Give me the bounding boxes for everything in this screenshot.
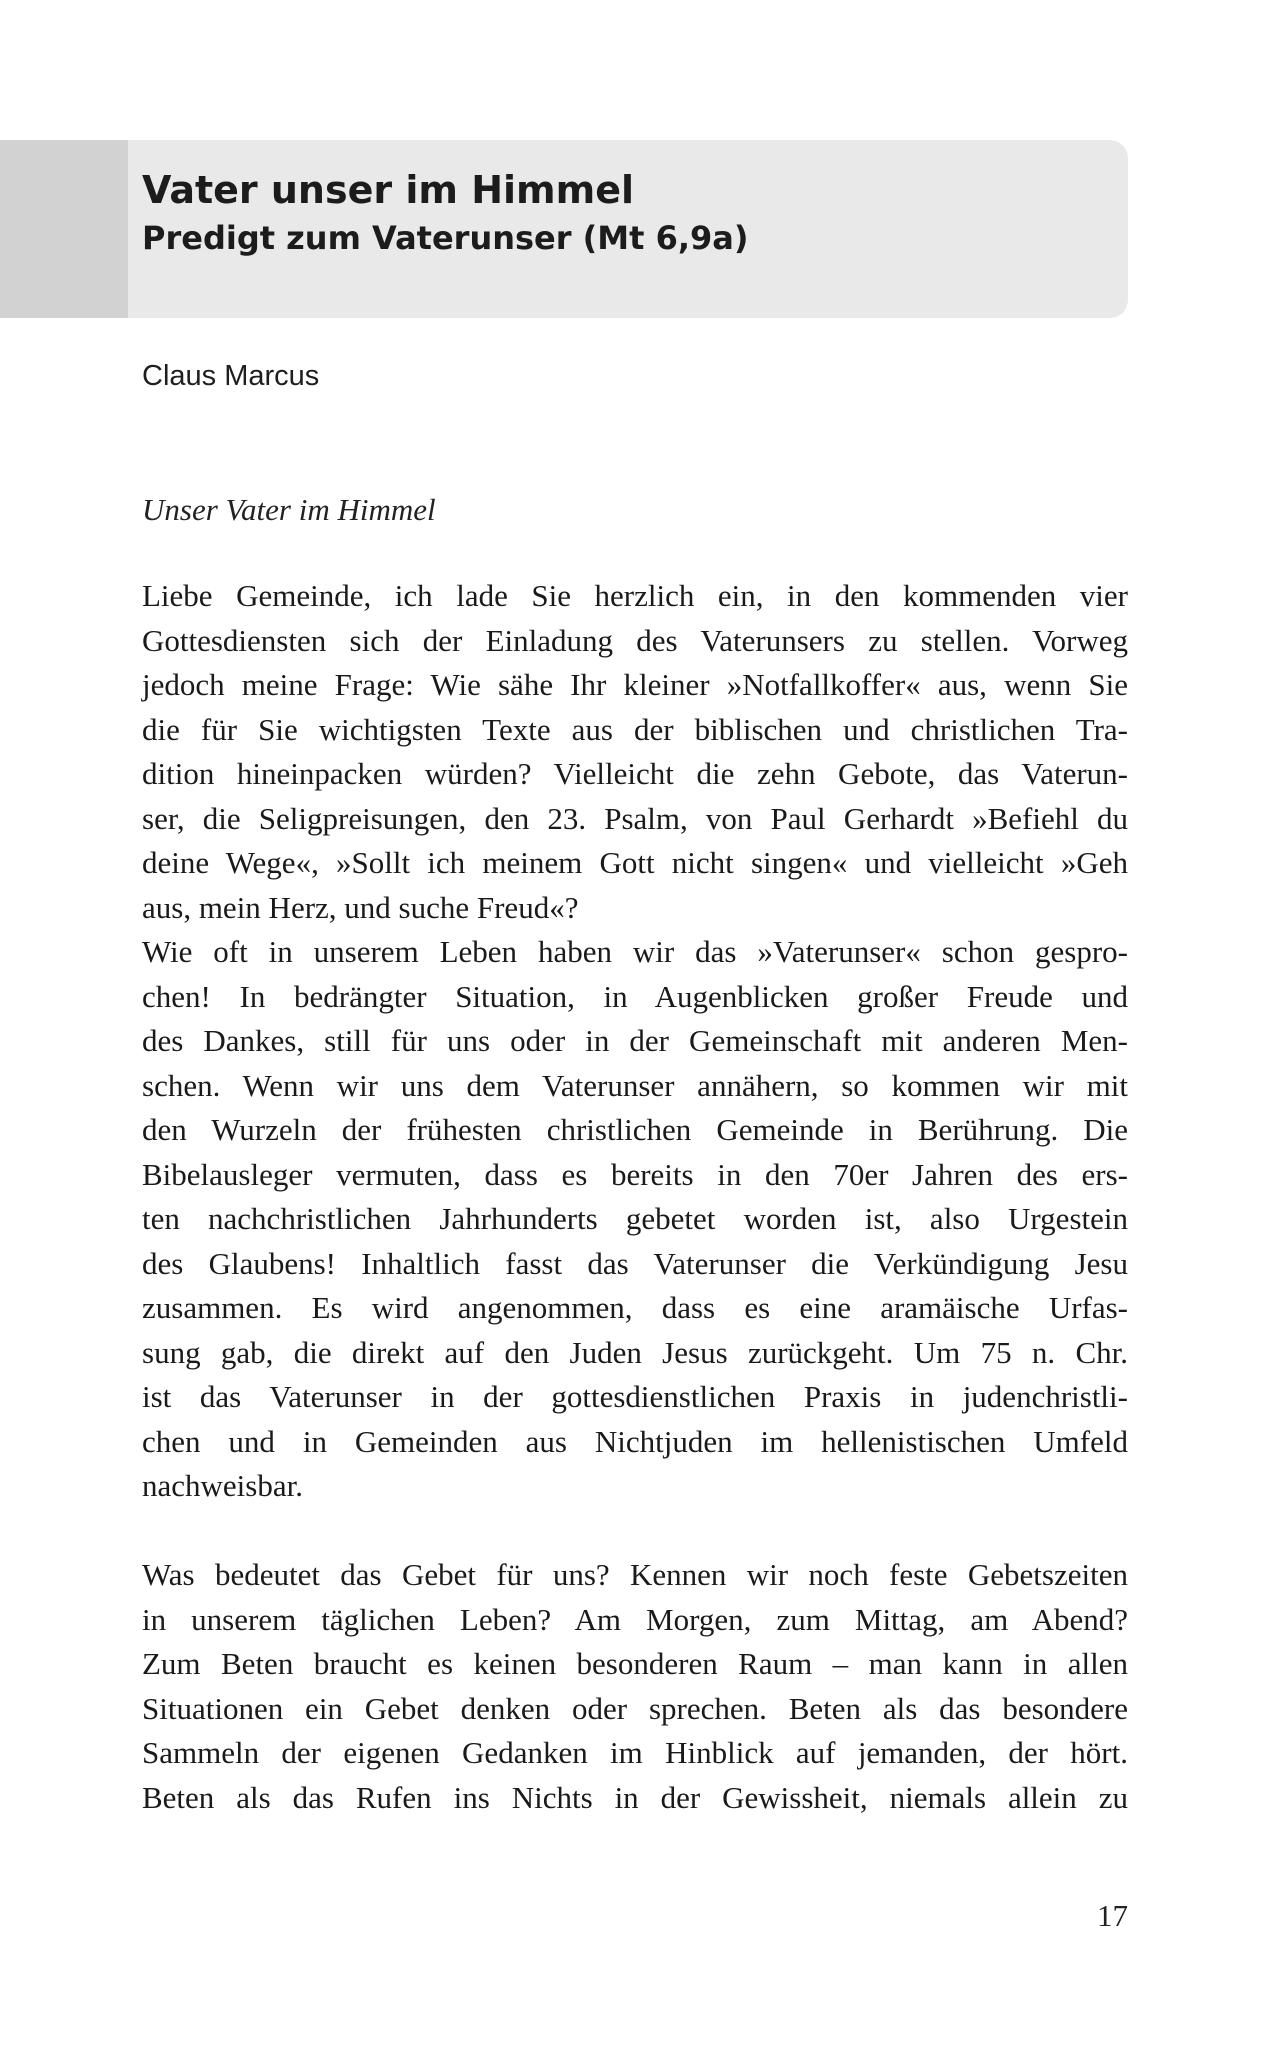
text-line: sung gab, die direkt auf den Juden Jesus zurückgeht. Um 75 n. Chr. bbox=[142, 1334, 1128, 1370]
author-name: Claus Marcus bbox=[142, 360, 320, 392]
text-line: deine Wege«, »Sollt ich meinem Gott nicht singen« und vielleicht »Geh bbox=[142, 845, 1128, 880]
paragraph bbox=[142, 930, 1128, 1509]
text-line: chen und in Gemeinden aus Nichtjuden im hellenistischen Umfeld bbox=[142, 1423, 1128, 1459]
text-line: Liebe Gemeinde, ich lade Sie herzlich ein, in den kommenden vier bbox=[142, 578, 1128, 613]
text-line: ser, die Seligpreisungen, den 23. Psalm, von Paul Gerhardt »Befiehl du bbox=[142, 800, 1128, 836]
text-line: schen. Wenn wir uns dem Vaterunser annähern, so kommen wir mit bbox=[142, 1067, 1128, 1103]
text-line: ten nachchristlichen Jahrhunderts gebetet worden ist, also Urgestein bbox=[142, 1201, 1128, 1236]
text-line: aus, mein Herz, und suche Freud«? bbox=[142, 889, 579, 925]
page-subtitle: Predigt zum Vaterunser (Mt 6,9a) bbox=[142, 219, 749, 257]
text-line: Sammeln der eigenen Gedanken im Hinblick auf jemanden, der hört. bbox=[142, 1735, 1128, 1770]
text-line: des Dankes, still für uns oder in der Gemeinschaft mit anderen Men- bbox=[142, 1023, 1128, 1058]
text-line: die für Sie wichtigsten Texte aus der biblischen und christlichen Tra- bbox=[142, 711, 1128, 747]
text-line: Bibelausleger vermuten, dass es bereits in den 70er Jahren des ers- bbox=[142, 1156, 1128, 1192]
paragraph bbox=[142, 1553, 1128, 1820]
page-title: Vater unser im Himmel bbox=[142, 168, 635, 212]
text-line: Zum Beten braucht es keinen besonderen Raum – man kann in allen bbox=[142, 1646, 1128, 1681]
text-line: dition hineinpacken würden? Vielleicht die zehn Gebote, das Vaterun- bbox=[142, 756, 1128, 791]
text-line: Wie oft in unserem Leben haben wir das »Vaterunser« schon gespro- bbox=[142, 934, 1128, 969]
paragraph-gap bbox=[142, 1509, 1128, 1554]
text-line: ist das Vaterunser in der gottesdienstlichen Praxis in judenchristli- bbox=[142, 1379, 1128, 1414]
text-line: des Glaubens! Inhaltlich fasst das Vaterunser die Verkündigung Jesu bbox=[142, 1245, 1128, 1281]
text-line: den Wurzeln der frühesten christlichen Gemeinde in Berührung. Die bbox=[142, 1112, 1128, 1147]
paragraph bbox=[142, 574, 1128, 930]
text-line: Was bedeutet das Gebet für uns? Kennen wir noch feste Gebetszeiten bbox=[142, 1557, 1128, 1592]
text-line: zusammen. Es wird angenommen, dass es eine aramäische Urfas- bbox=[142, 1290, 1128, 1325]
section-heading: Unser Vater im Himmel bbox=[142, 492, 436, 527]
text-line: Gottesdiensten sich der Einladung des Vaterunsers zu stellen. Vorweg bbox=[142, 622, 1128, 658]
text-line: Situationen ein Gebet denken oder sprechen. Beten als das besondere bbox=[142, 1690, 1128, 1726]
text-line: Beten als das Rufen ins Nichts in der Gewissheit, niemals allein zu bbox=[142, 1779, 1128, 1815]
header-tab bbox=[0, 140, 128, 318]
text-line: jedoch meine Frage: Wie sähe Ihr kleiner »Notfallkoffer« aus, wenn Sie bbox=[142, 667, 1128, 702]
body-text bbox=[142, 574, 1128, 1820]
page-number: 17 bbox=[1097, 1898, 1128, 1933]
text-line: nachweisbar. bbox=[142, 1468, 303, 1503]
text-line: chen! In bedrängter Situation, in Augenblicken großer Freude und bbox=[142, 978, 1128, 1014]
text-line: in unserem täglichen Leben? Am Morgen, zum Mittag, am Abend? bbox=[142, 1601, 1128, 1637]
